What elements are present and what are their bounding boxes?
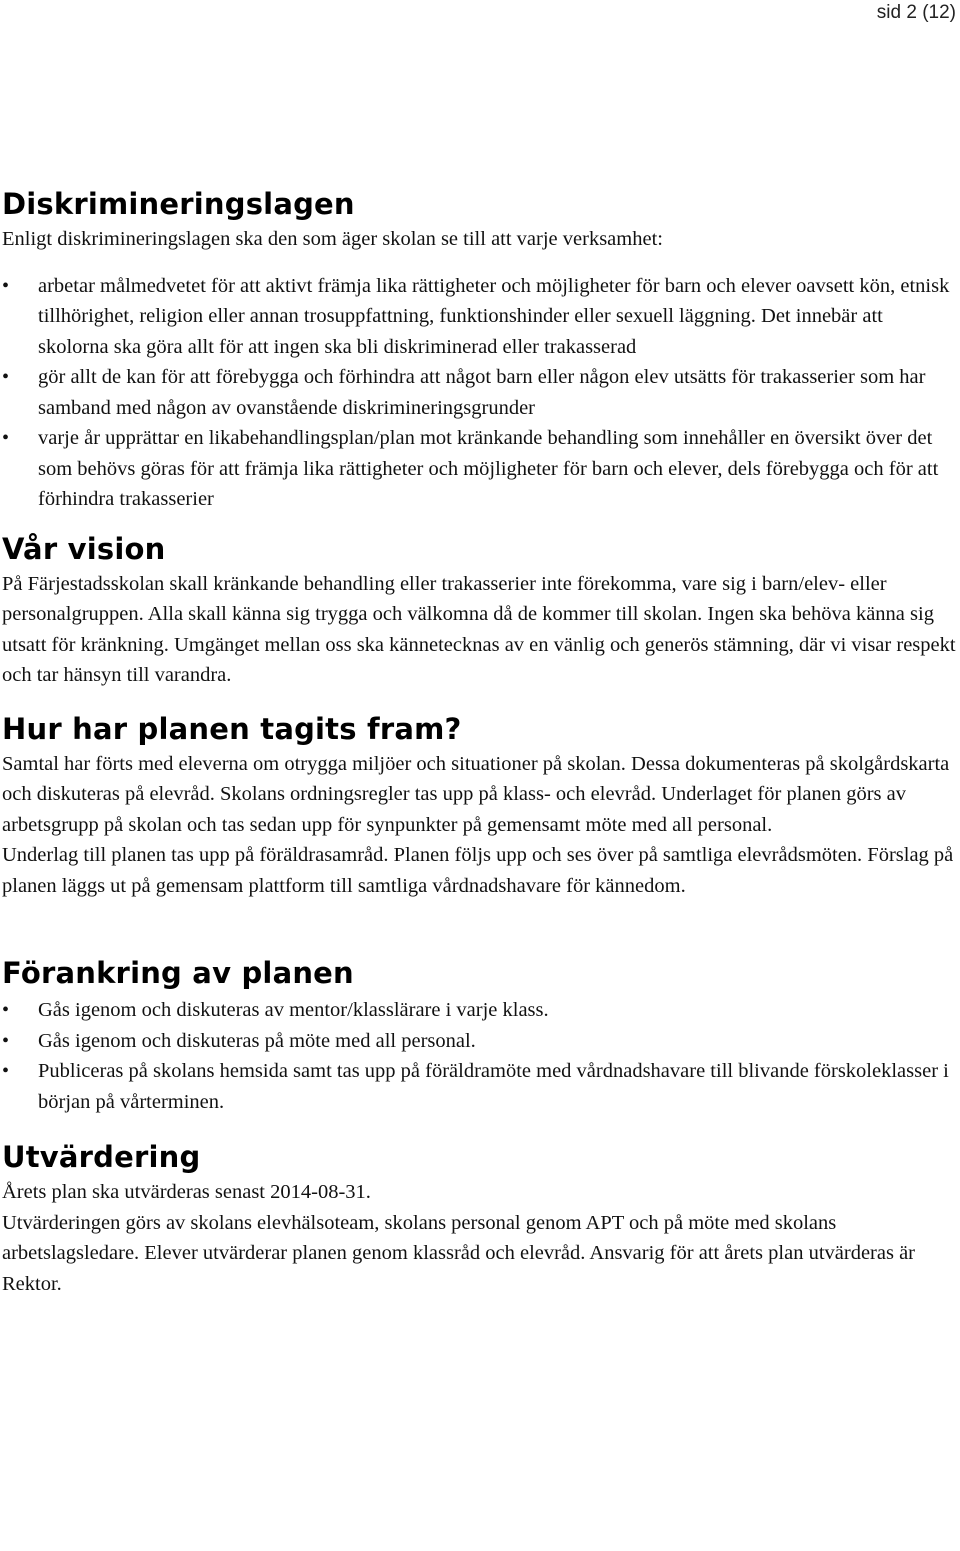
bullet-icon: • bbox=[2, 427, 10, 449]
section-var-vision bbox=[2, 529, 958, 691]
list-item-text: gör allt de kan för att förebygga och förhindra att något barn eller någon elev utsätts för trakasserier som har samband med någon av ovanstående diskrimineringsgrunder bbox=[38, 366, 926, 419]
section-paragraph: Samtal har förts med eleverna om otrygga miljöer och situationer på skolan. Dessa dokumenteras på skolgårdskarta och diskuteras på elevråd. Skolans ordningsregler tas upp på klass- och elevråd. Underlaget för planen görs av arbetsgrupp på skolan och tas sedan upp för synpunkter på gemensamt möte med all personal. bbox=[2, 752, 950, 836]
list-item bbox=[2, 995, 958, 1026]
bullet-icon: • bbox=[2, 274, 10, 297]
section-paragraph: Utvärderingen görs av skolans elevhälsoteam, skolans personal genom APT och på möte med skolans arbetslagsledare. Elever utvärderar planen genom klassråd och elevråd. Ansvarig för att årets plan utvärderas är Rektor. bbox=[2, 1211, 915, 1295]
page-number: sid 2 (12) bbox=[876, 2, 956, 23]
section-diskrimineringslagen bbox=[2, 184, 958, 515]
list-item-text: arbetar målmedvetet för att aktivt främja lika rättigheter och möjligheter för barn och elever oavsett kön, etnisk tillhörighet, religion eller annan trosuppfattning, funktionshinder eller sexuell läggning. Det innebär att skolorna ska göra allt för att ingen ska bli diskriminerad eller trakasserad bbox=[38, 274, 950, 358]
section-paragraph: På Färjestadsskolan skall kränkande behandling eller trakasserier inte förekomma, vare sig i barn/elev- eller personalgruppen. Alla skall känna sig trygga och välkomna då de kommer till skolan. Ingen ska behöva känna sig utsatt för kränkning. Umgänget mellan oss ska kännetecknas av en vänlig och generös stämning, där vi visar respekt och tar hänsyn till varandra. bbox=[2, 572, 956, 686]
list-item bbox=[2, 1056, 958, 1117]
bullet-list bbox=[2, 995, 958, 1117]
section-paragraph: Årets plan ska utvärderas senast 2014-08-31. bbox=[2, 1181, 371, 1203]
list-item-text: varje år upprättar en likabehandlingsplan/plan mot kränkande behandling som innehåller en översikt över det som behövs göras för att främja lika rättigheter och möjligheter för barn och elever, dels förebygga och för att förhindra trakasserier bbox=[38, 427, 939, 510]
section-hur-har-planen-tagits-fram bbox=[2, 709, 958, 902]
bullet-icon: • bbox=[2, 1029, 10, 1052]
list-item-text: Gås igenom och diskuteras av mentor/klasslärare i varje klass. bbox=[38, 999, 549, 1021]
list-item bbox=[2, 271, 958, 363]
section-heading: Vår vision bbox=[2, 531, 166, 566]
section-forankring-av-planen bbox=[2, 953, 958, 1117]
section-intro: Enligt diskrimineringslagen ska den som äger skolan se till att varje verksamhet: bbox=[2, 228, 663, 250]
bullet-list bbox=[2, 271, 958, 515]
section-heading: Hur har planen tagits fram? bbox=[2, 711, 462, 746]
list-item bbox=[2, 362, 958, 423]
document-body bbox=[2, 184, 958, 1299]
list-item-text: Publiceras på skolans hemsida samt tas upp på föräldramöte med vårdnadshavare till blivande förskoleklasser i början på vårterminen. bbox=[38, 1060, 949, 1113]
section-paragraph: Underlag till planen tas upp på föräldrasamråd. Planen följs upp och ses över på samtliga elevrådsmöten. Förslag på planen läggs ut på gemensam plattform till samtliga vårdnadshavare för kännedom. bbox=[2, 844, 954, 897]
list-item-text: Gås igenom och diskuteras på möte med all personal. bbox=[38, 1029, 476, 1052]
section-heading: Diskrimineringslagen bbox=[2, 187, 355, 221]
section-utvardering bbox=[2, 1137, 958, 1299]
bullet-icon: • bbox=[2, 999, 10, 1021]
bullet-icon: • bbox=[2, 366, 10, 388]
section-heading: Förankring av planen bbox=[2, 956, 354, 990]
list-item bbox=[2, 1026, 958, 1057]
list-item bbox=[2, 423, 958, 515]
section-heading: Utvärdering bbox=[2, 1140, 201, 1174]
bullet-icon: • bbox=[2, 1060, 10, 1082]
